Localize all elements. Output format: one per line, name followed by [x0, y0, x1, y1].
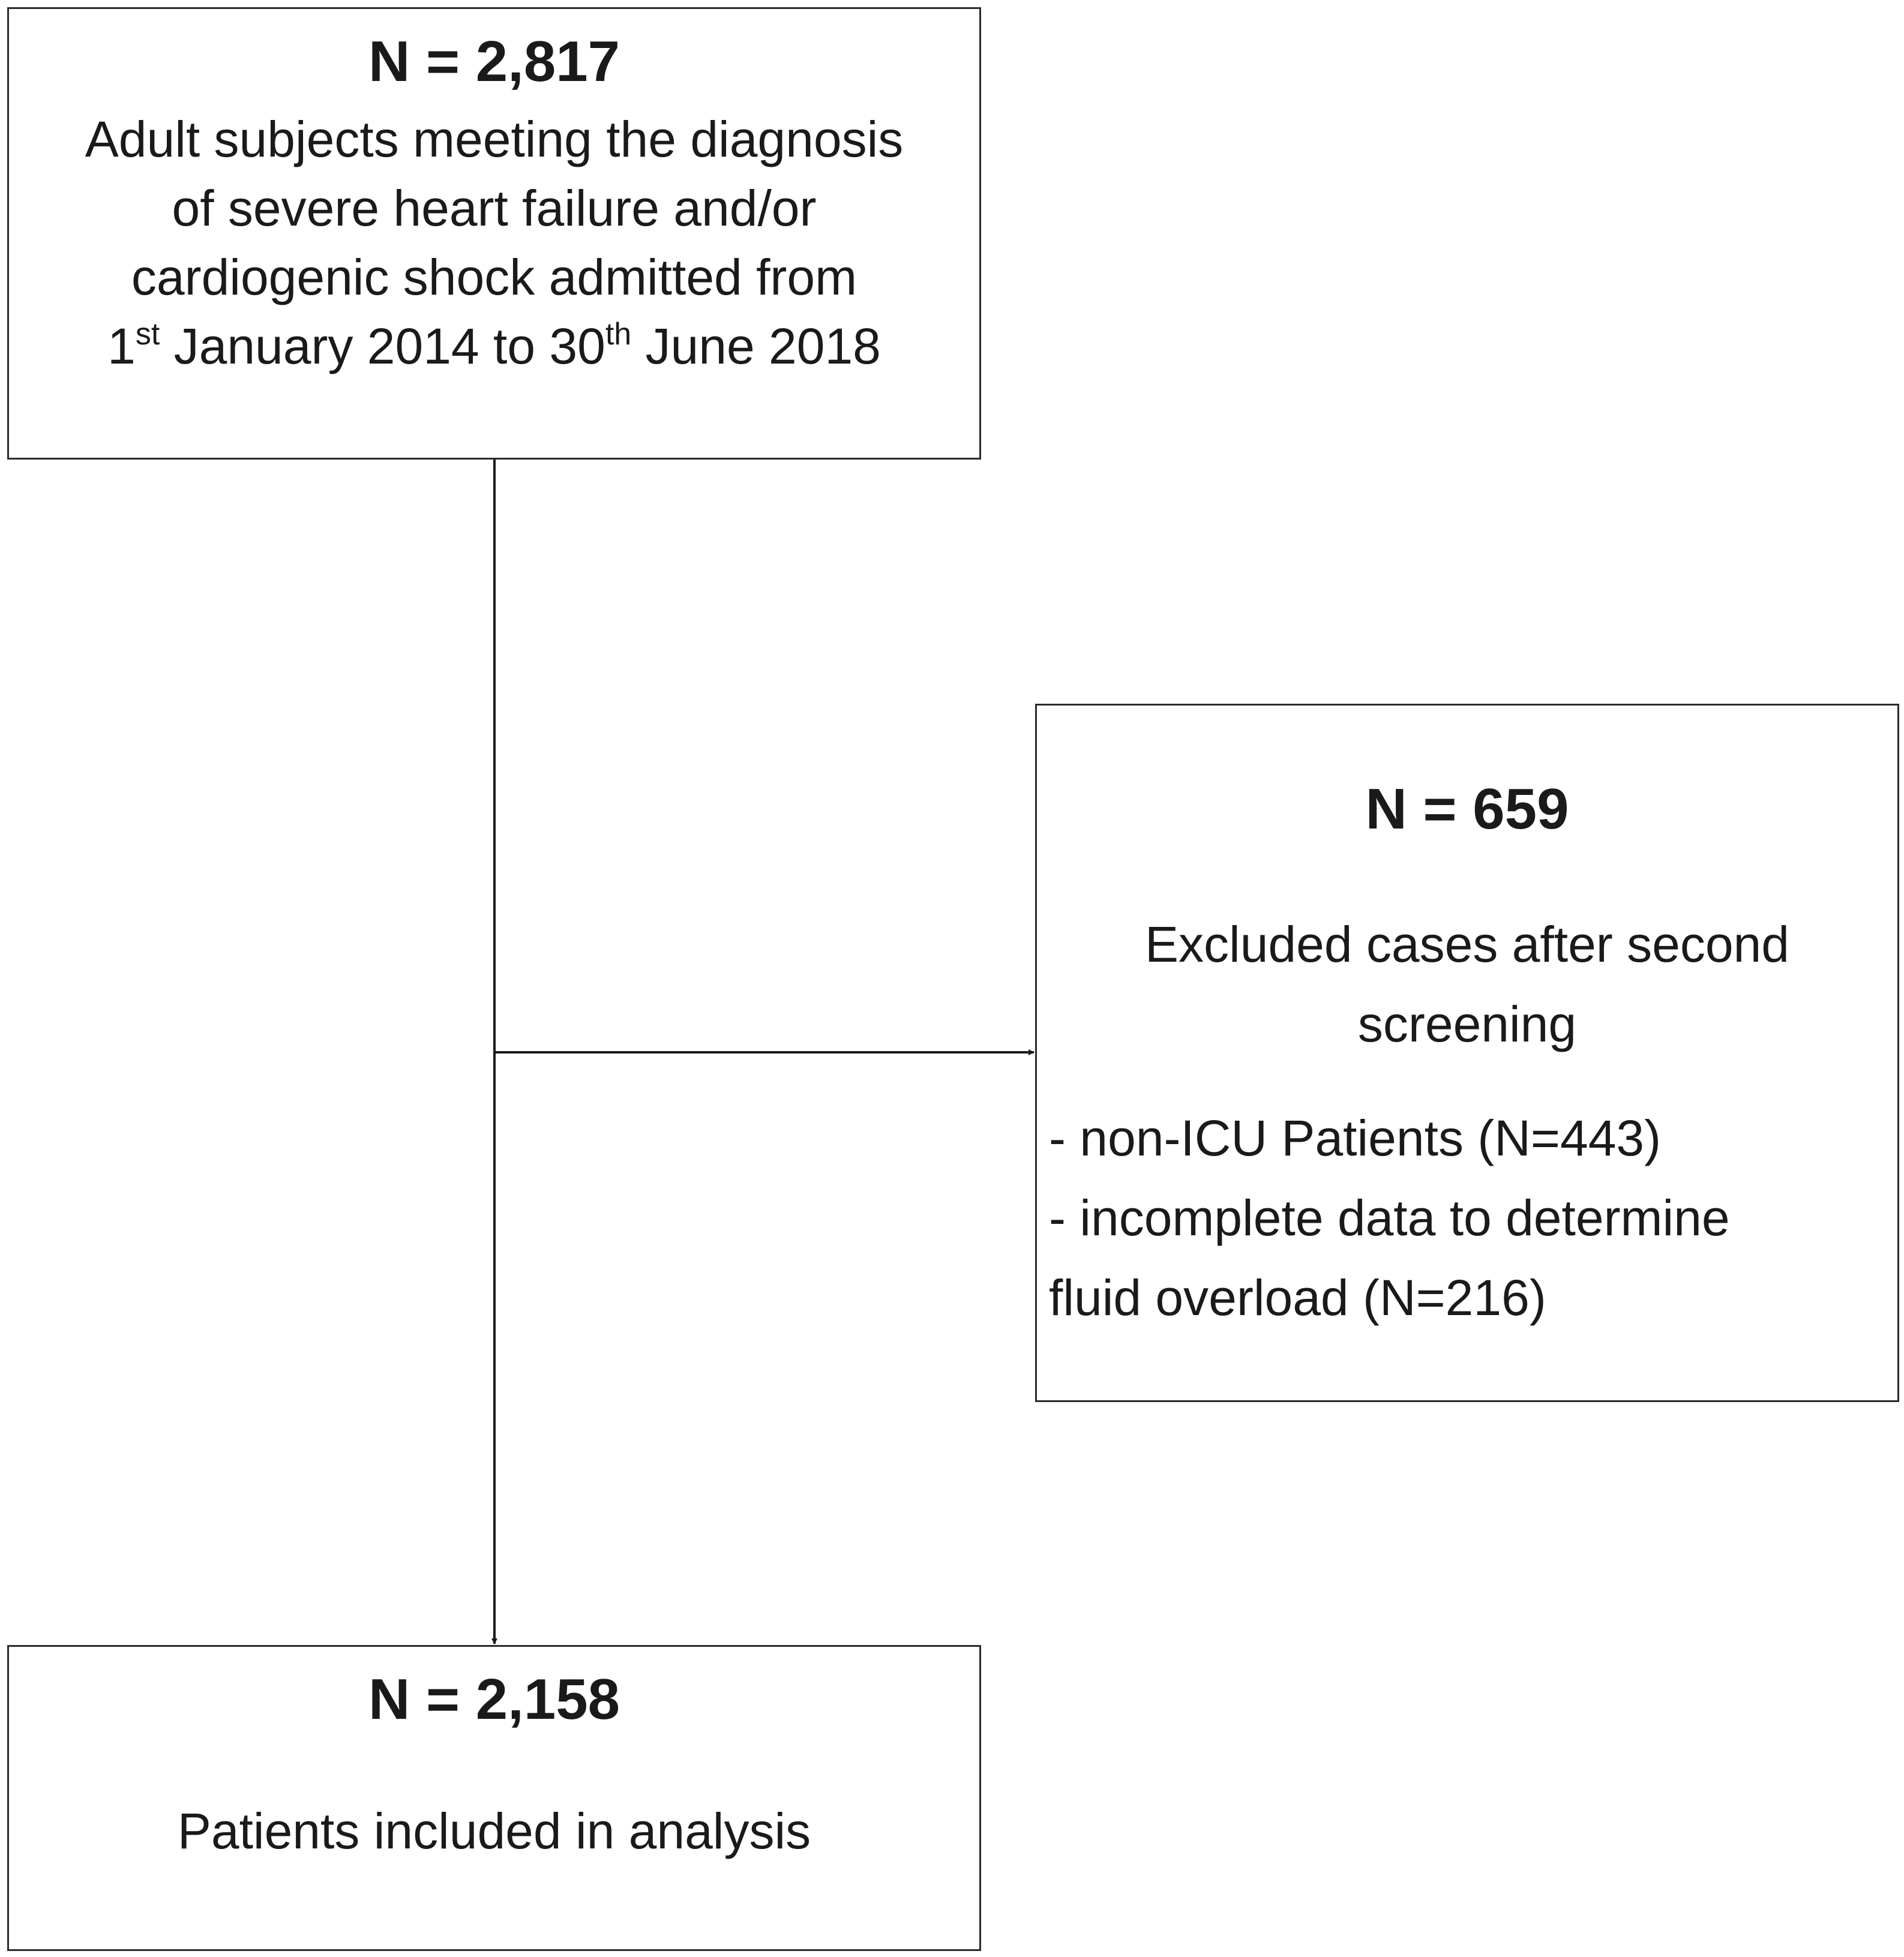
included-label: Patients included in analysis: [177, 1803, 811, 1859]
included-count: N = 2,158: [368, 1667, 620, 1731]
date-end: June 2018: [631, 318, 881, 374]
excluded-cases-box: [1035, 704, 1899, 1402]
exclusion-reason: - incomplete data to determine: [1049, 1190, 1730, 1246]
excluded-title: [1037, 905, 1897, 1064]
date-start-number: 1: [107, 318, 136, 374]
exclusion-reason: fluid overload (N=216): [1049, 1269, 1546, 1326]
excluded-title-line-1: Excluded cases after second: [1145, 916, 1789, 973]
total-desc-line-1: Adult subjects meeting the diagnosis: [85, 111, 904, 167]
total-description: [9, 105, 979, 381]
total-date-range: [9, 312, 979, 381]
total-desc-line-3: cardiogenic shock admitted from: [131, 249, 857, 305]
included-patients-box: [7, 1645, 981, 1951]
total-count: N = 2,817: [368, 29, 620, 94]
total-subjects-box: [7, 7, 981, 460]
exclusion-reasons-list: [1049, 1098, 1885, 1338]
excluded-count: N = 659: [1365, 777, 1569, 841]
date-start-ordinal: st: [135, 317, 160, 352]
total-desc-line-2: of severe heart failure and/or: [172, 180, 817, 236]
date-middle: January 2014 to 30: [160, 318, 605, 374]
date-end-ordinal: th: [605, 317, 632, 352]
exclusion-reason: - non-ICU Patients (N=443): [1049, 1110, 1662, 1166]
excluded-title-line-2: screening: [1357, 996, 1577, 1052]
